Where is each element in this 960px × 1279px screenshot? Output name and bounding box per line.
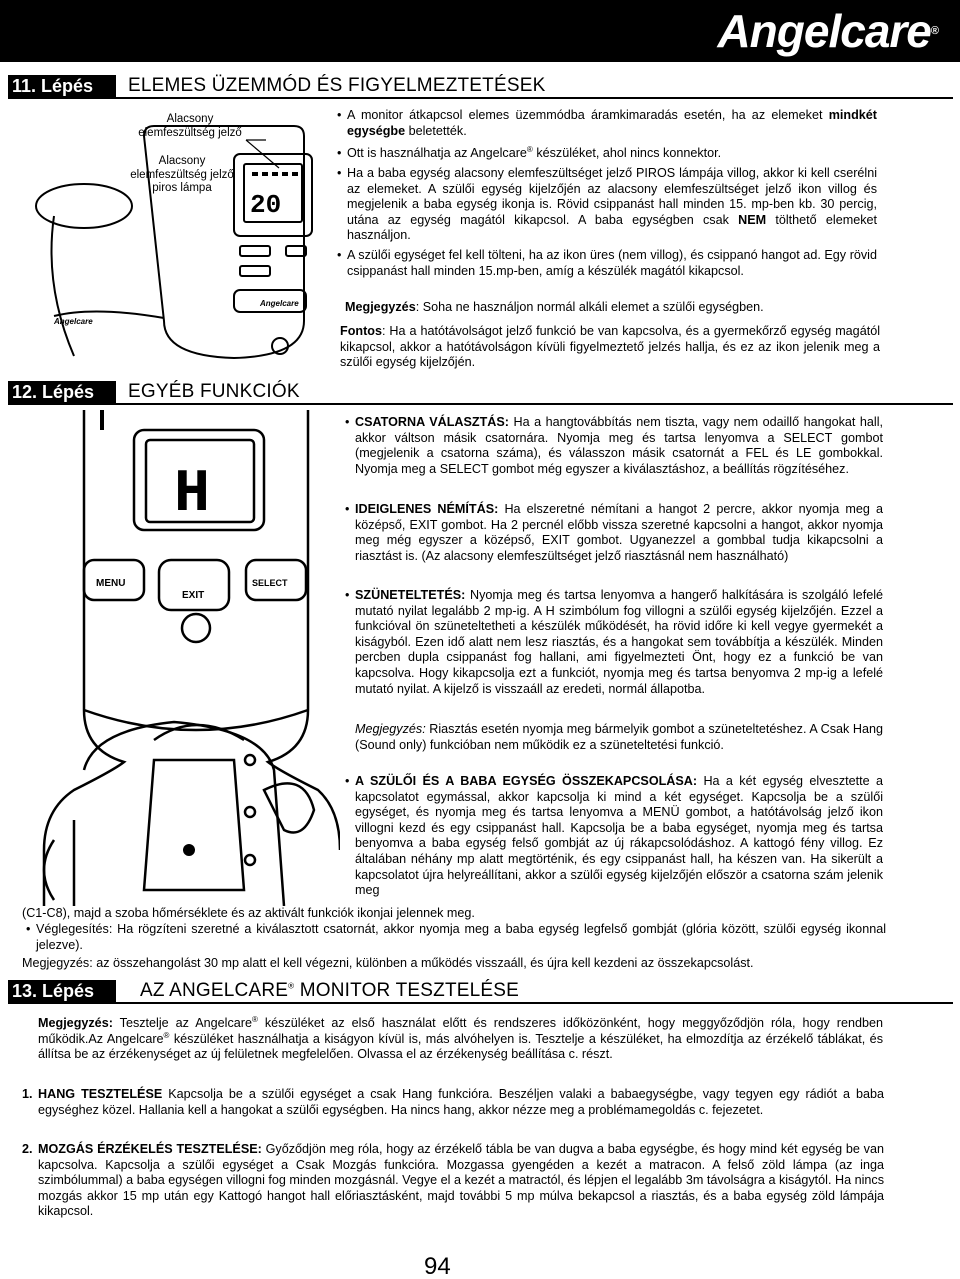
step12-header: [8, 381, 953, 405]
step13-intro: Megjegyzés: Tesztelje az Angelcare® készüléket az első használat előtt és rendszeres időközönként, hogy meggyőződjön róla, hogy rendben működik.Az Angelcare® készüléket használhatja a kiságyon kívül is, más alvóhelyen is. Tesztelje a készüléket, ha elmozdítja az érzékelő táblákat, és állítsa be az érzékenységet az új felületnek megfelelően. Olvassa el az érzékenység beállítása c. részt.: [38, 1014, 883, 1062]
step13-title: AZ ANGELCARE® MONITOR TESZTELÉSE: [140, 980, 520, 1001]
step13-number: 13. Lépés: [8, 980, 116, 1002]
step12-pairing: • A SZÜLŐI ÉS A BABA EGYSÉG ÖSSZEKAPCSOLÁSA: Ha a két egység elvesztette a kapcsolatot egymással, akkor kapcsolja ki mind a két egységet. Kapcsolja be a szülői egységet, és nyomja meg és tartsa lenyomva a MENÜ gombot, a hatótávolság jelző ikon villogni kezd és egy csippanást hall. Kapcsolja be a baba egységet, nyomja meg és tartsa benyomva a baba egység felső gombját az új rákapcsolódáshoz. A kattogó fény villog. Ez általában néhány mp alatt megtörténik, és egy csippanást hall, ha készen van. Ha sikerült a kapcsolatot újra helyreállítani, akkor a szülői egység kijelzőjén először a csatorna szám jelenik meg: [345, 774, 883, 898]
label-low-battery-indicator: Alacsony elemfeszültség jelző: [138, 113, 242, 139]
header-bar: [0, 0, 960, 62]
step12-channel-select: • CSATORNA VÁLASZTÁS: Ha a hangtovábbítás nem tiszta, vagy nem odaillő hangokat hall, akkor váltson másik csatornára. Nyomja meg és tartsa lenyomva a SELECT gombot (megjelenik a csatorna száma), és válasszon másik csatornát a FEL és LE gombokkal. Nyomja meg a SELECT gombot még egyszer a kiválasztáshoz, a beállítás rögzítéséhez.: [345, 415, 883, 476]
step12-pairing-continued: (C1-C8), majd a szoba hőmérséklete és az aktivált funkciók ikonjai jelennek meg.: [22, 906, 475, 920]
page-number: 94: [424, 1253, 451, 1279]
step11-bullet-2: • Ott is használhatja az Angelcare® készüléket, ahol nincs konnektor.: [337, 144, 722, 160]
step11-bullet-3: • Ha a baba egység alacsony elemfeszültséget jelző PIROS lámpája villog, akkor ki kell cserélni az elemeket. A szülői egység kijelzőjén az alacsony elemfeszültséget jelző ikon villog és megjelenik a baba egység ikonja is. Rövid csippanást hall minden 15. mp-ben kb. 30 percig, utána az egység magától kikapcsol. A baba egységben csak NEM tölthető elemeket használjon.: [337, 166, 877, 243]
step11-title: ELEMES ÜZEMMÓD ÉS FIGYELMEZTETÉSEK: [128, 75, 546, 96]
large-display-h: H: [174, 461, 211, 529]
step13-sound-test: 1. HANG TESZTELÉSE Kapcsolja be a szülői egységet a csak Hang funkcióra. Beszéljen valaki a babaegységbe, vagy tegyen egy rádiót a baba egységhez közel. Hallania kell a hangokat a szülői egységben. Ha nincs hang, akkor nézze meg a problémamegoldás c. fejezetet.: [22, 1087, 885, 1117]
step12-pause-note: Megjegyzés: Riasztás esetén nyomja meg bármelyik gombot a szüneteltetéshez. A Csak Hang (Sound only) funkcióban nem működik ez a szüneteltetési funkció.: [355, 722, 883, 752]
step13-motion-test: 2. MOZGÁS ÉRZÉKELÉS TESZTELÉSE: Győződjön meg róla, hogy az érzékelő tábla be van dugva a baba egységbe, és hogy mind két egység be van kapcsolva. Kapcsolja a szülői egységet a Csak Mozgás funkcióra. Mozgassa gyengéden a kezét a matracon. A felső zöld lámpa (az inga szimbólummal) a baba egységen villogni fog minden mozgásnál. Vegye el a kezét a matractól, és lépjen el legalább 3m távolságra a kiságytól. Ha nincs mozgás akkor 15 mp után egy Kattogó hangot hall előriasztásként, majd további 5 mp múlva bekapcsol a riasztás, és a baba egység zöld lámpája kikapcsol.: [22, 1142, 884, 1219]
step11-bullet-1: • A monitor átkapcsol elemes üzemmódba áramkimaradás esetén, ha az elemeket mindkét egységbe beletették.: [337, 108, 877, 138]
menu-button-label: MENU: [96, 578, 126, 589]
step12-pause: • SZÜNETELTETÉS: Nyomja meg és tartsa lenyomva a hangerő halkítására is szolgáló lefelé mutató nyilat legalább 2 mp-ig. A H szimbólum fog villogni a szülői egység kijelzőjén. Ezzel a funkcióval ön szüneteltetheti a készülék működését, ha rövid időre ki kell vegye gyermekét a kiságyból. Ezen idő alatt nem lesz riasztás, és a hangokat sem továbbítja a készülék. Minden percben dupla csippanást fog hallani, ami figyelmezteti Önt, hogy ez a funkció be van kapcsolva. Hogy kikapcsolja ezt a funkciót, nyomja meg és tartsa benyomva 2 mp-ig a lefelé mutató nyilat. A kijelző is visszaáll az eredeti, normál állapotba.: [345, 588, 883, 696]
small-display-digits: 20: [250, 190, 282, 220]
step12-number: 12. Lépés: [8, 381, 116, 403]
step13-header: [8, 980, 953, 1004]
step11-note: Megjegyzés: Soha ne használjon normál alkáli elemet a szülői egységben.: [345, 300, 764, 314]
step12-title: EGYÉB FUNKCIÓK: [128, 381, 300, 402]
step11-important: Fontos: Ha a hatótávolságot jelző funkció be van kapcsolva, és a gyermekőrző egység magától kikapcsol, akkor a hatótávolságon kívüli figyelmeztető jelzés hallja, és ez az ikon jelenik meg a szülői egység kijelzőjén.: [340, 324, 880, 370]
brand-logo: Angelcare®: [717, 5, 938, 57]
small-baby-brand: Angelcare: [54, 317, 93, 326]
step11-bullet-4: • A szülői egységet fel kell tölteni, ha az ikon üres (nem villog), és csippanó hangot ad. Egy rövid csippanást hall minden 15.mp-ben, amíg a készülék magától kikapcsol.: [337, 248, 877, 278]
step12-finalize: • Véglegesítés: Ha rögzíteni szeretné a kiválasztott csatornát, akkor nyomja meg a baba egység legfelső gombját (glória között, szülői egység ikonnal jelezve).: [26, 922, 886, 952]
exit-button-label: EXIT: [182, 590, 205, 601]
select-button-label: SELECT: [252, 578, 288, 588]
step12-temporary-mute: • IDEIGLENES NÉMÍTÁS: Ha elszeretné némítani a hangot 2 percre, akkor nyomja meg a középső, EXIT gombot. Ha 2 percnél előbb vissza szeretné kapcsolni a hangot, akkor nyomja meg még egyszer a középső, EXIT gombot. Ugyanezzel a gombbal tudja kikapcsolni a riasztást is. (Az alacsony elemfeszültséget jelző riasztásnál nem használható): [345, 502, 884, 563]
label-low-battery-red-lamp: Alacsony elemfeszültség jelző piros lámpa: [130, 155, 234, 195]
step11-number: 11. Lépés: [8, 75, 116, 97]
step12-final-note: Megjegyzés: az összehangolást 30 mp alatt el kell végezni, különben a működés visszaáll, és újra kell kezdeni az összekapcsolást.: [22, 956, 754, 970]
parent-unit-small-illustration: [14, 106, 334, 360]
parent-unit-large-illustration: [14, 410, 340, 906]
step11-header: [8, 75, 953, 99]
small-unit-brand: Angelcare: [260, 299, 299, 308]
